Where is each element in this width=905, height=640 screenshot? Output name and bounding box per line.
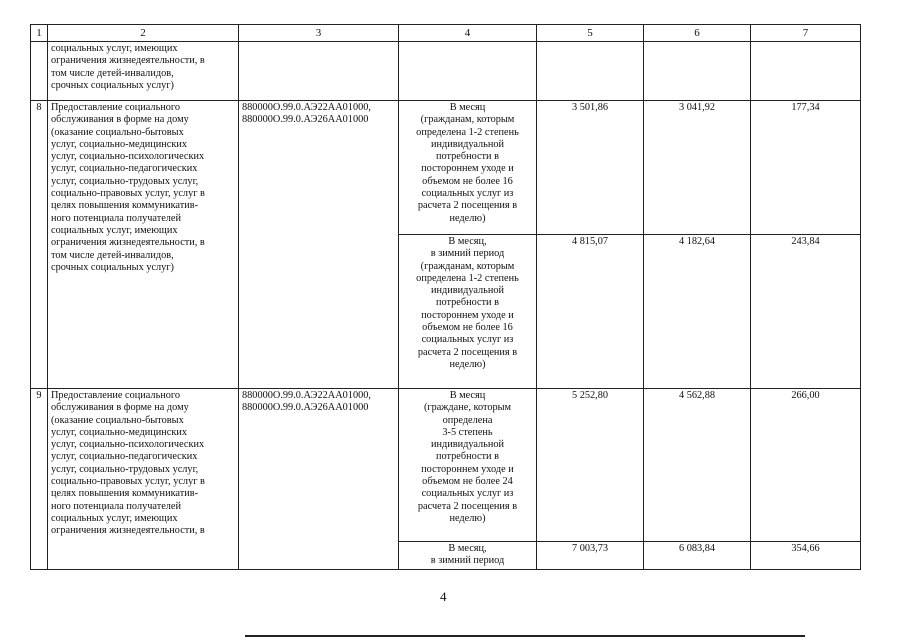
description-line: услуг, социально-психологических (51, 439, 205, 451)
description-line: (оказание социально-бытовых (51, 126, 184, 138)
period-line: потребности в (435, 451, 500, 463)
period-line: неделю) (449, 358, 486, 370)
price-c5: 7 003,73 (537, 542, 644, 570)
table-row (31, 42, 861, 101)
period-line: В месяц, (448, 236, 487, 247)
period-line: неделю) (449, 512, 486, 524)
period-line: постороннем уходе и (421, 163, 514, 175)
price-c5: 5 252,80 (537, 389, 644, 542)
period-line: постороннем уходе и (421, 309, 514, 321)
price-c7: 354,66 (751, 542, 861, 570)
period-line: индивидуальной (430, 138, 505, 150)
description-line: услуг, социально-педагогических (51, 163, 198, 175)
price-c7 (751, 42, 861, 101)
description-line: социальных услуг, имеющих (51, 224, 178, 236)
period-condition (399, 542, 537, 570)
description-line: срочных социальных услуг) (51, 79, 174, 91)
price-c6: 3 041,92 (644, 101, 751, 235)
description-line: социальных услуг, имеющих (51, 43, 178, 54)
column-header: 3 (239, 25, 399, 42)
description-line: услуг, социально-медицинских (51, 426, 188, 438)
tariff-table (30, 24, 861, 570)
description-line: социально-правовых услуг, услуг в (51, 188, 205, 200)
period-line: в зимний период (430, 248, 505, 260)
table-row (31, 101, 861, 235)
price-c5: 4 815,07 (537, 235, 644, 389)
price-c5: 3 501,86 (537, 101, 644, 235)
description-line: обслуживания в форме на дому (51, 402, 189, 414)
description-line: целях повышения коммуникатив- (51, 200, 199, 212)
price-c7: 266,00 (751, 389, 861, 542)
row-number (31, 42, 48, 101)
period-line: индивидуальной (430, 439, 505, 451)
description-line: ограничения жизнедеятельности, в (51, 525, 205, 537)
price-c6: 4 562,88 (644, 389, 751, 542)
description-line: услуг, социально-трудовых услуг, (51, 463, 199, 475)
description-line: том числе детей-инвалидов, (51, 249, 174, 261)
description-line: Предоставление социального (51, 102, 181, 113)
column-header: 7 (751, 25, 861, 42)
description-line: том числе детей-инвалидов, (51, 67, 174, 79)
period-line: определена (442, 414, 493, 426)
period-line: постороннем уходе и (421, 463, 514, 475)
period-line: социальных услуг из (421, 488, 514, 500)
column-header: 2 (48, 25, 239, 42)
description-line: ного потенциала получателей (51, 212, 181, 224)
registry-code (239, 42, 399, 101)
period-line: индивидуальной (430, 285, 505, 297)
description-line: социально-правовых услуг, услуг в (51, 476, 205, 488)
table-row (31, 389, 861, 542)
price-c7: 243,84 (751, 235, 861, 389)
period-condition (399, 101, 537, 235)
price-c6: 6 083,84 (644, 542, 751, 570)
description-line: ограничения жизнедеятельности, в (51, 55, 205, 67)
price-c6 (644, 42, 751, 101)
period-line: расчета 2 посещения в (417, 500, 518, 512)
price-c5 (537, 42, 644, 101)
period-condition (399, 389, 537, 542)
column-header: 4 (399, 25, 537, 42)
period-line: определена 1-2 степень (416, 126, 519, 138)
row-number: 9 (31, 389, 48, 570)
description-line: ного потенциала получателей (51, 500, 181, 512)
description-line: Предоставление социального (51, 390, 181, 401)
period-line: социальных услуг из (421, 188, 514, 200)
period-line: (гражданам, которым (420, 260, 515, 272)
service-description (48, 42, 239, 101)
period-line: определена 1-2 степень (416, 272, 519, 284)
column-header: 5 (537, 25, 644, 42)
period-condition (399, 235, 537, 389)
code-line: 880000О.99.0.АЭ26АА01000 (242, 114, 369, 126)
period-line: В месяц (449, 102, 486, 113)
period-line: неделю) (449, 212, 486, 224)
description-line: (оказание социально-бытовых (51, 414, 184, 426)
period-line: в зимний период (430, 555, 505, 567)
description-line: услуг, социально-психологических (51, 151, 205, 163)
bottom-rule (245, 635, 805, 637)
period-line: потребности в (435, 297, 500, 309)
table-header-row (31, 25, 861, 42)
period-line: социальных услуг из (421, 334, 514, 346)
period-line: В месяц, (448, 543, 487, 554)
price-c7: 177,34 (751, 101, 861, 235)
code-line: 880000О.99.0.АЭ22АА01000, (242, 390, 371, 401)
description-line: ограничения жизнедеятельности, в (51, 237, 205, 249)
service-description (48, 101, 239, 389)
description-line: срочных социальных услуг) (51, 261, 174, 273)
description-line: обслуживания в форме на дому (51, 114, 189, 126)
page-number: 4 (440, 589, 447, 604)
period-line: расчета 2 посещения в (417, 346, 518, 358)
column-header: 1 (31, 25, 48, 42)
code-line: 880000О.99.0.АЭ22АА01000, (242, 102, 371, 113)
period-line: расчета 2 посещения в (417, 200, 518, 212)
description-line: услуг, социально-педагогических (51, 451, 198, 463)
period-line: В месяц (449, 390, 486, 401)
description-line: целях повышения коммуникатив- (51, 488, 199, 500)
period-line: потребности в (435, 151, 500, 163)
code-line: 880000О.99.0.АЭ26АА01000 (242, 402, 369, 414)
period-line: (граждане, которым (423, 402, 512, 414)
column-header: 6 (644, 25, 751, 42)
description-line: социальных услуг, имеющих (51, 512, 178, 524)
description-line: услуг, социально-медицинских (51, 138, 188, 150)
registry-code (239, 389, 399, 570)
period-line: (гражданам, которым (420, 114, 515, 126)
price-c6: 4 182,64 (644, 235, 751, 389)
period-line: объемом не более 24 (422, 476, 513, 488)
period-line: объемом не более 16 (422, 175, 513, 187)
description-line: услуг, социально-трудовых услуг, (51, 175, 199, 187)
service-description (48, 389, 239, 570)
period-condition (399, 42, 537, 101)
period-line: 3-5 степень (442, 426, 493, 438)
registry-code (239, 101, 399, 389)
period-line: объемом не более 16 (422, 322, 513, 334)
row-number: 8 (31, 101, 48, 389)
